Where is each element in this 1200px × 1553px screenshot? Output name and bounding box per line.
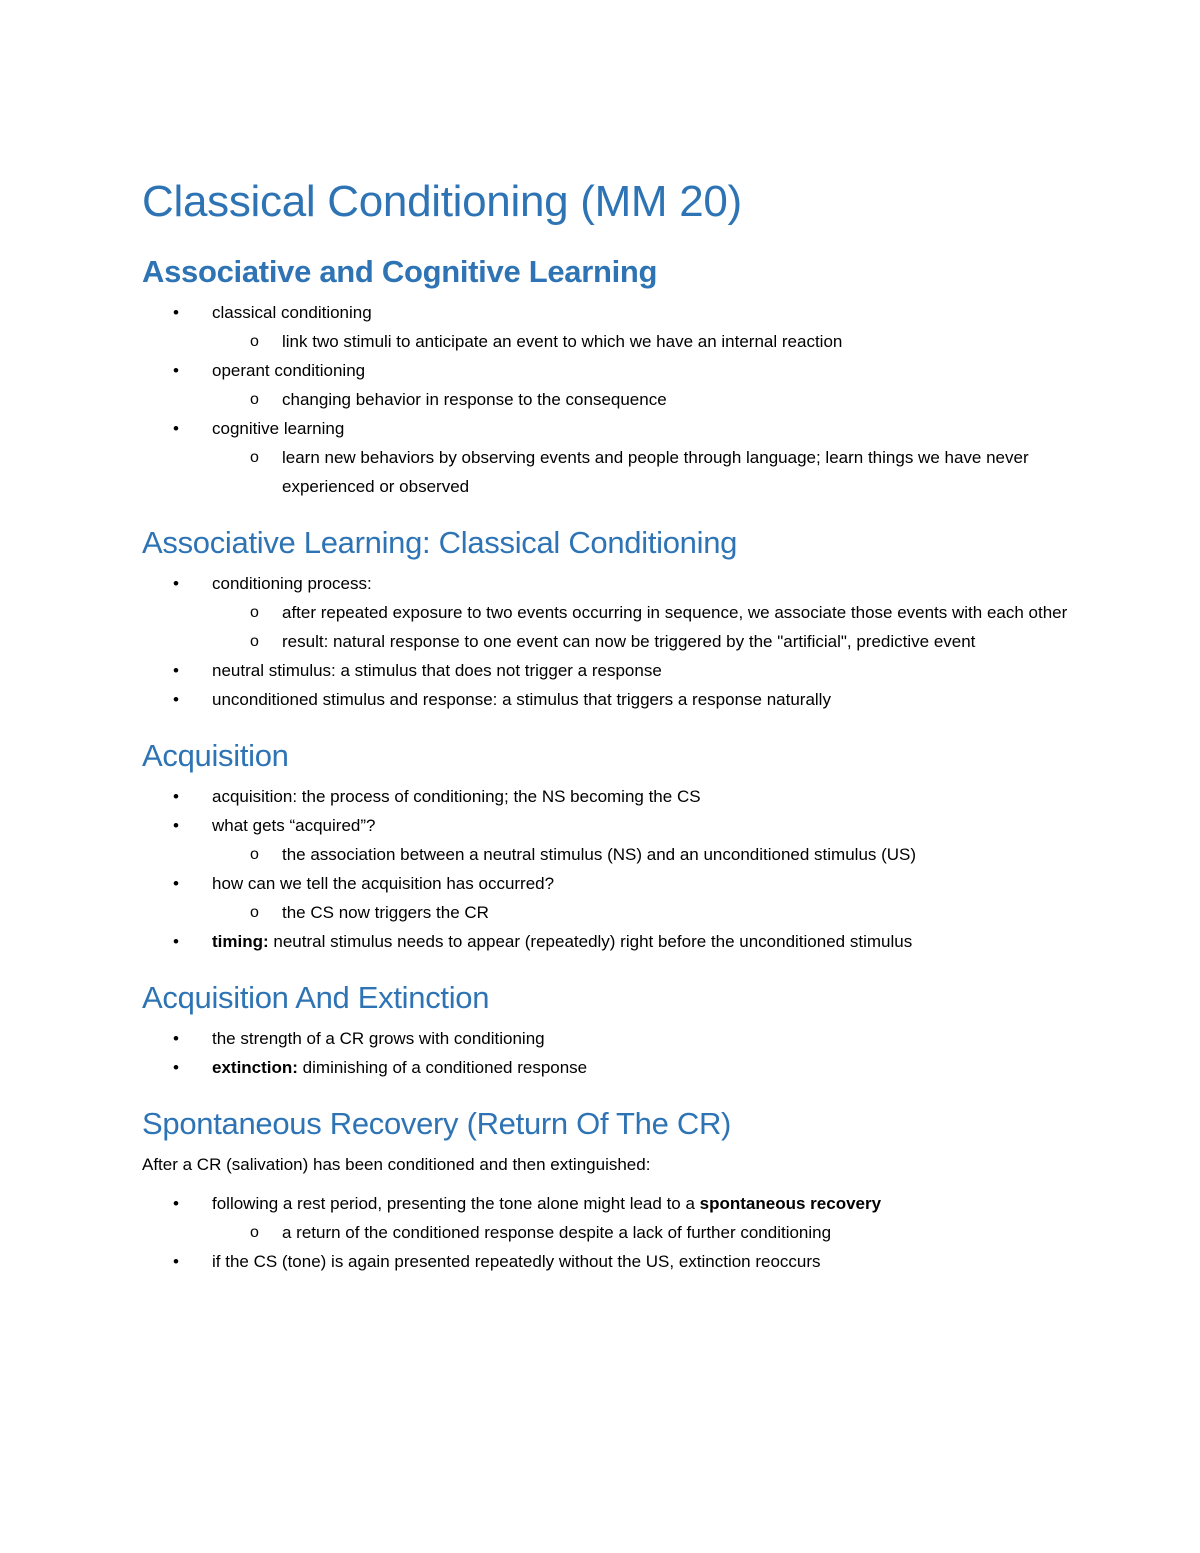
sub-list-item [212,1218,1072,1247]
bullet-icon: • [173,361,179,380]
sub-list-item-text: the CS now triggers the CR [282,903,489,922]
list-item [142,927,1062,956]
intro-paragraph: After a CR (salivation) has been conditioned and then extinguished: [142,1155,651,1174]
bullet-icon: • [173,787,179,806]
sub-bullet-list [212,1218,1062,1247]
document-title: Classical Conditioning (MM 20) [142,177,742,226]
sub-list-item [212,627,1072,656]
sub-bullet-icon: o [250,846,259,863]
sub-bullet-list [212,598,1068,656]
list-item-text: cognitive learning [212,419,345,438]
document-content [142,170,1068,1276]
sub-list-item [212,840,1072,869]
sub-list-item-text: after repeated exposure to two events occurring in sequence, we associate those events with each other [282,603,1068,622]
bullet-list [142,1189,1062,1276]
term-label: timing: [212,932,269,951]
term-label: extinction: [212,1058,298,1077]
sub-list-item-text: the association between a neutral stimulus (NS) and an unconditioned stimulus (US) [282,845,917,864]
list-item [142,569,1068,656]
sub-bullet-list [212,443,1062,501]
sub-bullet-icon: o [250,333,259,350]
list-item [142,656,1062,685]
bullet-list [142,782,1062,956]
bullet-icon: • [173,1252,179,1271]
bullet-icon: • [173,661,179,680]
list-item [142,685,1062,714]
sub-list-item-text: a return of the conditioned response despite a lack of further conditioning [282,1223,832,1242]
bullet-icon: • [173,303,179,322]
bullet-icon: • [173,932,179,951]
list-item [142,414,1062,501]
section-heading: Spontaneous Recovery (Return Of The CR) [142,1106,732,1141]
list-item-text: neutral stimulus: a stimulus that does not trigger a response [212,661,662,680]
sub-bullet-icon: o [250,391,259,408]
section-spontaneous-recovery [142,1102,1062,1276]
list-item [142,811,1062,869]
bullet-icon: • [173,816,179,835]
bullet-icon: • [173,1029,179,1048]
list-item-text: operant conditioning [212,361,366,380]
list-item [142,298,1062,356]
sub-bullet-list [212,898,1062,927]
section-associative-cognitive-learning [142,250,1062,501]
list-item-text: how can we tell the acquisition has occurred? [212,874,555,893]
list-item-text: the strength of a CR grows with conditioning [212,1029,545,1048]
bullet-list [142,1024,1062,1082]
list-item [142,782,1062,811]
bullet-icon: • [173,1058,179,1077]
sub-list-item [212,443,1072,501]
list-item-text: conditioning process: [212,574,372,593]
list-item [142,356,1062,414]
list-item [142,1247,1062,1276]
list-item-text: what gets “acquired”? [212,816,376,835]
bullet-list [142,298,1062,501]
list-item-text: if the CS (tone) is again presented repeatedly without the US, extinction reoccurs [212,1252,821,1271]
sub-bullet-icon: o [250,633,259,650]
section-acquisition-extinction [142,976,1062,1082]
list-item-text: unconditioned stimulus and response: a stimulus that triggers a response naturally [212,690,831,709]
bullet-icon: • [173,690,179,709]
list-item [142,869,1062,927]
list-item-text: diminishing of a conditioned response [297,1058,588,1077]
sub-list-item [212,385,1072,414]
section-heading: Associative Learning: Classical Conditioning [142,525,738,560]
list-item-text: acquisition: the process of conditioning; the NS becoming the CS [212,787,701,806]
term-label: spontaneous recovery [699,1194,882,1213]
list-item-text: following a rest period, presenting the tone alone might lead to a [212,1194,700,1213]
section-heading: Acquisition And Extinction [142,980,490,1015]
sub-bullet-list [212,327,1062,356]
sub-list-item-text: changing behavior in response to the consequence [282,390,667,409]
sub-list-item-text: result: natural response to one event can now be triggered by the "artificial", predictive event [282,632,976,651]
list-item [142,1024,1062,1053]
list-item [142,1053,1062,1082]
sub-list-item-text: learn new behaviors by observing events and people through language; learn things we have never experienced or observed [282,448,1029,496]
sub-bullet-list [212,385,1062,414]
sub-list-item [212,598,1072,627]
sub-bullet-icon: o [250,449,259,466]
sub-list-item-text: link two stimuli to anticipate an event to which we have an internal reaction [282,332,843,351]
bullet-icon: • [173,874,179,893]
section-heading: Associative and Cognitive Learning [142,254,658,289]
list-item [142,1189,1062,1247]
sub-bullet-icon: o [250,904,259,921]
sub-bullet-list [212,840,1062,869]
list-item-text: classical conditioning [212,303,372,322]
sub-bullet-icon: o [250,604,259,621]
sub-list-item [212,898,1072,927]
bullet-icon: • [173,574,179,593]
bullet-icon: • [173,1194,179,1213]
bullet-list [142,569,1068,714]
section-heading: Acquisition [142,738,289,773]
sub-list-item [212,327,1072,356]
bullet-icon: • [173,419,179,438]
list-item-text: neutral stimulus needs to appear (repeatedly) right before the unconditioned stimulus [268,932,913,951]
sub-bullet-icon: o [250,1224,259,1241]
section-associative-learning-classical [142,521,1068,714]
section-acquisition [142,734,1062,956]
